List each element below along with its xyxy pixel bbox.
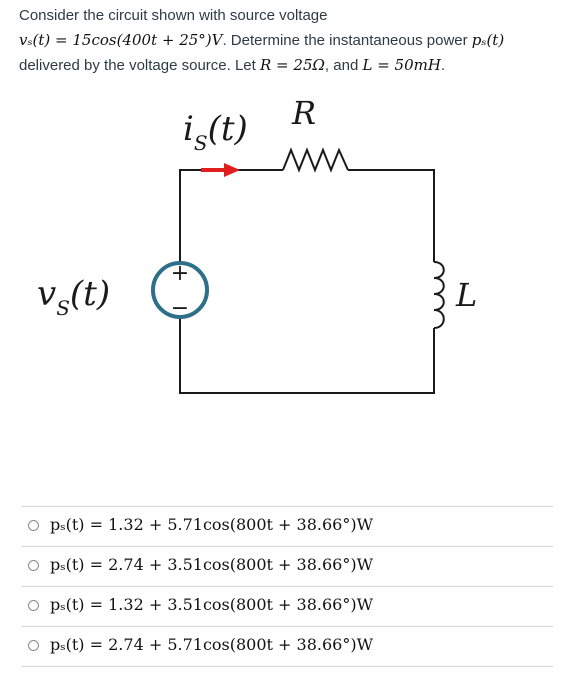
answer-option-1[interactable] [22, 507, 553, 547]
answer-label: pₛ(t) = 2.74 + 5.71cos(800t + 38.66°)W [50, 635, 374, 654]
source-plus-sign: + [170, 261, 190, 286]
resistor-label: R [292, 94, 317, 132]
question-line-2: vₛ(t) = 15cos(400t + 25°)V. Determine the instantaneous power pₛ(t) [19, 31, 505, 49]
power-variable: pₛ(t) [471, 31, 505, 49]
wire-top-left [180, 170, 283, 262]
current-arrow-icon [201, 163, 240, 177]
inductor-symbol [434, 262, 444, 328]
radio-button[interactable] [28, 600, 39, 611]
wire-top-right [348, 170, 434, 262]
radio-button[interactable] [28, 520, 39, 531]
answer-label: pₛ(t) = 1.32 + 5.71cos(800t + 38.66°)W [50, 515, 374, 534]
current-label: $i_S(t)$ [183, 109, 248, 155]
resistance-value: R = 25Ω [260, 56, 325, 74]
resistor-symbol [283, 150, 348, 170]
answer-list [22, 506, 553, 667]
question-line-3: delivered by the voltage source. Let R = 25Ω, and L = 50mH. [19, 56, 446, 74]
inductor-label: L [456, 276, 478, 314]
answer-option-3[interactable] [22, 587, 553, 627]
question-line-1: Consider the circuit shown with source voltage [19, 7, 328, 24]
answer-option-4[interactable] [22, 627, 553, 667]
inductance-value: L = 50mH [362, 56, 441, 74]
source-voltage-label: $v_S(t)$ [37, 274, 111, 320]
radio-button[interactable] [28, 560, 39, 571]
answer-option-2[interactable] [22, 547, 553, 587]
radio-button[interactable] [28, 640, 39, 651]
source-voltage-expression: vₛ(t) = 15cos(400t + 25°)V [19, 31, 223, 49]
answer-label: pₛ(t) = 1.32 + 3.51cos(800t + 38.66°)W [50, 595, 374, 614]
wire-bottom [180, 318, 434, 393]
source-minus-sign: − [170, 296, 190, 321]
circuit-wires [180, 170, 434, 393]
answer-label: pₛ(t) = 2.74 + 3.51cos(800t + 38.66°)W [50, 555, 374, 574]
